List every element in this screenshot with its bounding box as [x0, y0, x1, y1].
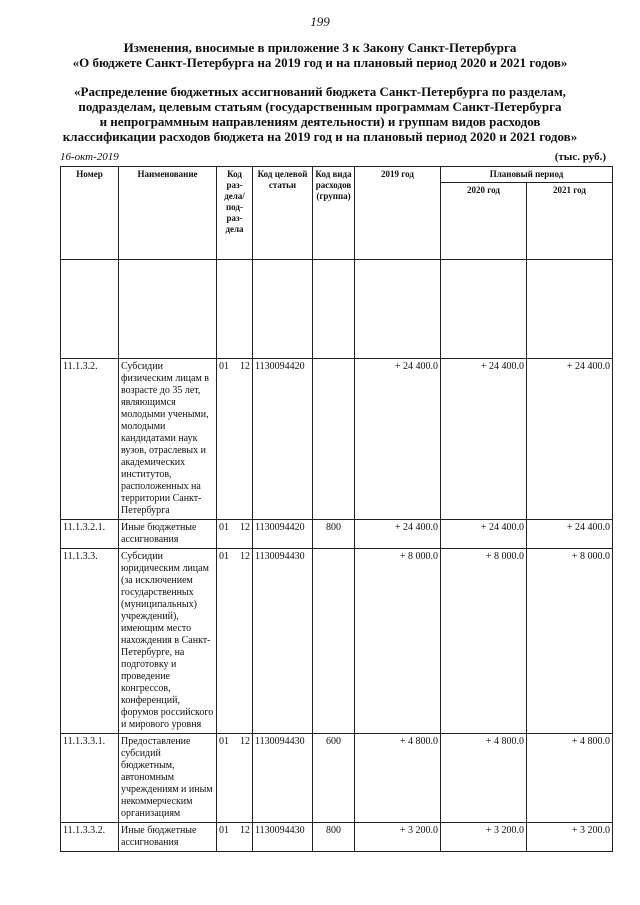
document-subtitle-line: «Распределение бюджетных ассигнований бюджета Санкт-Петербурга по разделам, [74, 84, 566, 99]
row-target: 1130094430 [253, 549, 313, 734]
row-2019: + 4 800.0 [355, 734, 441, 823]
document-title-line: «О бюджете Санкт-Петербурга на 2019 год и на плановый период 2020 и 2021 годов» [72, 55, 568, 70]
row-subsection: 12 [235, 549, 253, 734]
header-type-code: Код вида расходов (группа) [313, 167, 355, 260]
row-2021: + 3 200.0 [527, 823, 613, 852]
header-number: Номер [61, 167, 119, 260]
row-name: Предоставление субсидий бюджетным, автономным учреждениям и иным некоммерческим организациям [119, 734, 217, 823]
document-subtitle-line: и непрограммным направлениям деятельности) и группам видов расходов [99, 114, 541, 129]
row-section: 01 [217, 359, 235, 520]
row-name: Иные бюджетные ассигнования [119, 823, 217, 852]
table-row [61, 520, 613, 549]
row-2020: + 24 400.0 [441, 359, 527, 520]
header-planned-period: Плановый период [441, 167, 613, 183]
row-2020: + 24 400.0 [441, 520, 527, 549]
row-number: 11.1.3.2.1. [61, 520, 119, 549]
table-row [61, 359, 613, 520]
header-section-code: Код раз-дела/ под-раз-дела [217, 167, 253, 260]
row-2019: + 8 000.0 [355, 549, 441, 734]
row-2019: + 24 400.0 [355, 520, 441, 549]
row-name: Иные бюджетные ассигнования [119, 520, 217, 549]
header-2020: 2020 год [441, 183, 527, 260]
page-number: 199 [310, 14, 330, 29]
row-2021: + 24 400.0 [527, 359, 613, 520]
row-type [313, 549, 355, 734]
document-subtitle-line: подразделам, целевым статьям (государственным программам Санкт-Петербурга [78, 99, 562, 114]
row-2020: + 4 800.0 [441, 734, 527, 823]
row-subsection: 12 [235, 359, 253, 520]
document-subtitle [0, 84, 640, 144]
header-2021: 2021 год [527, 183, 613, 260]
document-date: 16-окт-2019 [60, 151, 119, 163]
row-name: Субсидии физическим лицам в возрасте до 35 лет, являющимся молодыми учеными, молодыми кандидатами наук вузов, отраслевых и академических институтов, расположенных на территории Санкт-Петербурга [119, 359, 217, 520]
row-section: 01 [217, 549, 235, 734]
table-row [61, 549, 613, 734]
header-name: Наименование [119, 167, 217, 260]
row-subsection: 12 [235, 823, 253, 852]
row-2021: + 8 000.0 [527, 549, 613, 734]
row-name: Субсидии юридическим лицам (за исключением государственных (муниципальных) учреждений), имеющим место нахождения в Санкт-Петербурге, на подготовку и проведение конгрессов, конференций, форумов российского и мирового уровня [119, 549, 217, 734]
row-2020: + 8 000.0 [441, 549, 527, 734]
row-target: 1130094420 [253, 520, 313, 549]
document-subtitle-line: классификации расходов бюджета на 2019 год и на плановый период 2020 и 2021 годов» [62, 129, 578, 144]
row-2021: + 24 400.0 [527, 520, 613, 549]
row-target: 1130094430 [253, 734, 313, 823]
row-2019: + 24 400.0 [355, 359, 441, 520]
row-type: 600 [313, 734, 355, 823]
budget-table [60, 166, 613, 852]
header-target-code: Код целевой статьи [253, 167, 313, 260]
row-number: 11.1.3.3. [61, 549, 119, 734]
header-2019: 2019 год [355, 167, 441, 260]
row-section: 01 [217, 823, 235, 852]
row-2021: + 4 800.0 [527, 734, 613, 823]
row-number: 11.1.3.3.2. [61, 823, 119, 852]
table-row [61, 823, 613, 852]
document-title-line: Изменения, вносимые в приложение 3 к Закону Санкт-Петербурга [123, 40, 517, 55]
row-target: 1130094420 [253, 359, 313, 520]
row-type: 800 [313, 823, 355, 852]
table-spacer-row [61, 260, 613, 359]
row-2020: + 3 200.0 [441, 823, 527, 852]
row-target: 1130094430 [253, 823, 313, 852]
row-number: 11.1.3.2. [61, 359, 119, 520]
row-section: 01 [217, 734, 235, 823]
row-section: 01 [217, 520, 235, 549]
table-row [61, 734, 613, 823]
row-subsection: 12 [235, 520, 253, 549]
document-title [0, 40, 640, 70]
row-2019: + 3 200.0 [355, 823, 441, 852]
row-number: 11.1.3.3.1. [61, 734, 119, 823]
row-type: 800 [313, 520, 355, 549]
units-label: (тыс. руб.) [554, 151, 606, 163]
row-type [313, 359, 355, 520]
row-subsection: 12 [235, 734, 253, 823]
